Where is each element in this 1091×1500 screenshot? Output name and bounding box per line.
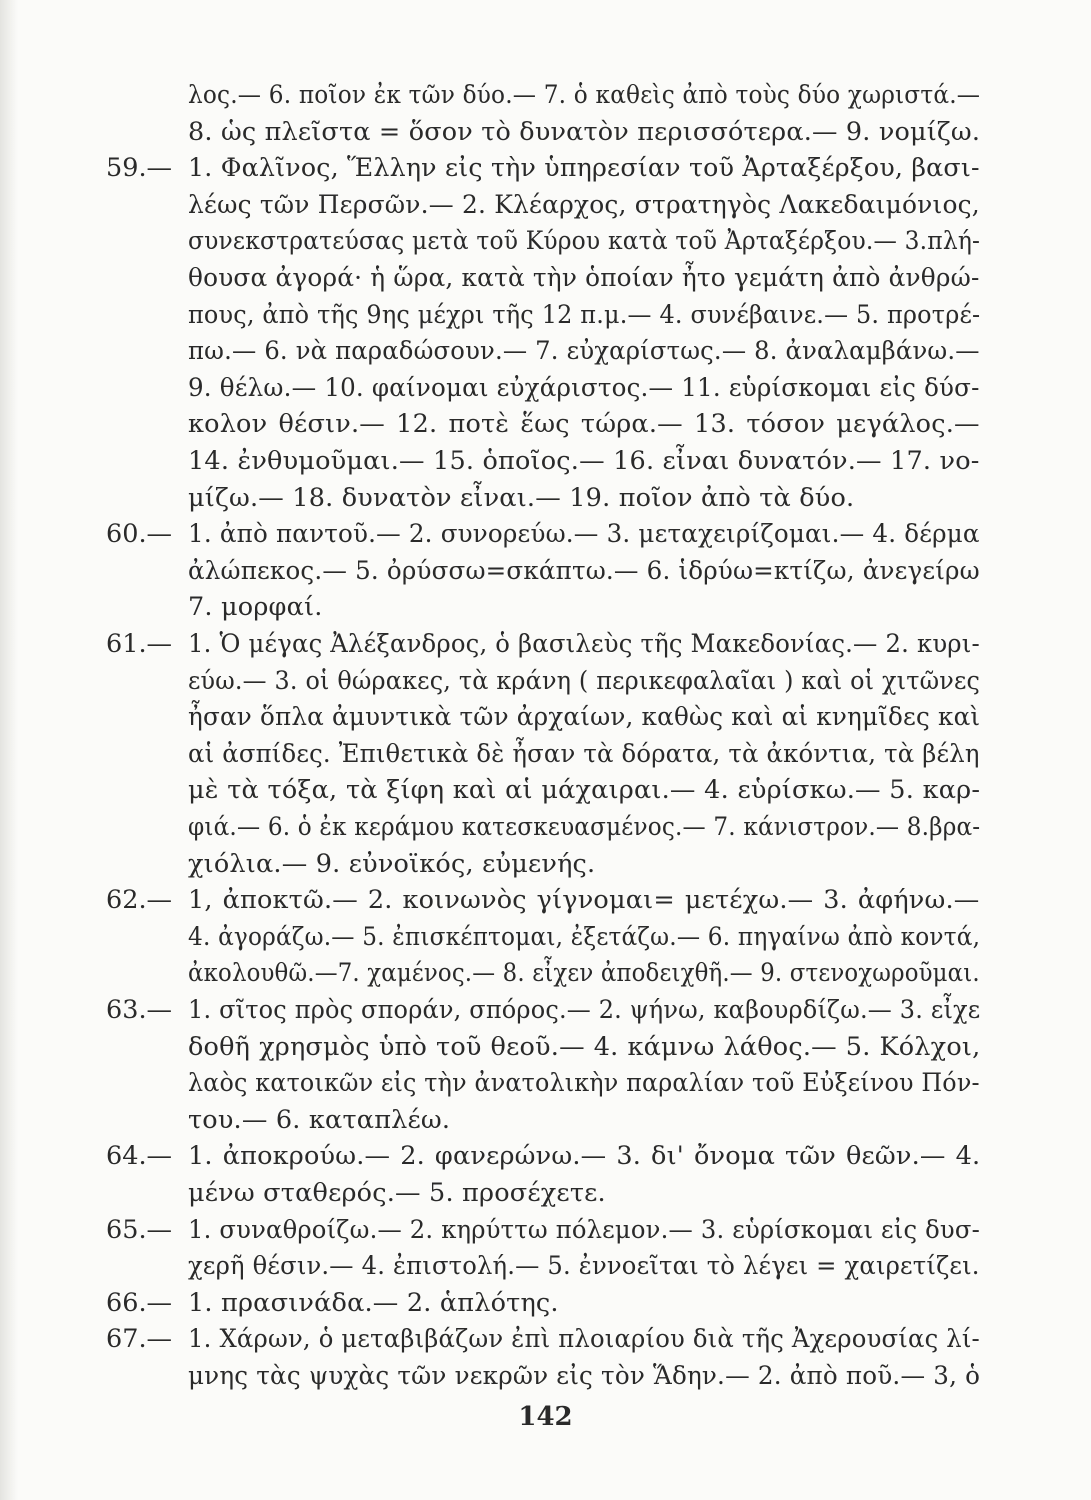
text-line: 1. σῖτος πρὸς σποράν, σπόρος.— 2. ψήνω, καβουρδίζω.— 3. εἶχε xyxy=(188,995,981,1025)
text-line: ἀκολουθῶ.—7. χαμένος.— 8. εἶχεν ἀποδειχθῆ.— 9. στενοχωροῦμαι. xyxy=(188,958,980,989)
text-line: ἀλώπεκος.— 5. ὀρύσσω=σκάπτω.— 6. ἱδρύω=κτίζω, ἀνεγείρω xyxy=(188,555,980,586)
text-line: 1, ἀποκτῶ.— 2. κοινωνὸς γίγνομαι= μετέχω.— 3. ἀφήνω.— xyxy=(188,885,980,916)
text-line: 8. ὡς πλεῖστα = ὅσον τὸ δυνατὸν περισσότερα.— 9. νομίζω. xyxy=(188,116,981,147)
text-line: δοθῆ χρησμὸς ὑπὸ τοῦ θεοῦ.— 4. κάμνω λάθος.— 5. Κόλχοι, xyxy=(188,1031,981,1062)
entry-number: 60.— xyxy=(106,519,173,550)
text-line: λαὸς κατοικῶν εἰς τὴν ἀνατολικὴν παραλίαν τοῦ Εὐξείνου Πόν- xyxy=(188,1068,980,1099)
text-line: 1. πρασινάδα.— 2. ἁπλότης. xyxy=(188,1287,559,1318)
page-number: 142 xyxy=(518,1402,573,1432)
entry-number: 67.— xyxy=(106,1324,173,1355)
text-line: μνης τὰς ψυχὰς τῶν νεκρῶν εἰς τὸν Ἅδην.— 2. ἀπὸ ποῦ.— 3, ὁ xyxy=(188,1361,981,1391)
text-line: 4. ἀγοράζω.— 5. ἐπισκέπτομαι, ἐξετάζω.— 6. πηγαίνω ἀπὸ κοντά, xyxy=(188,921,981,952)
text-line: 1. Ὁ μέγας Ἀλέξανδρος, ὁ βασιλεὺς τῆς Μακεδονίας.— 2. κυρι- xyxy=(188,629,980,659)
text-line: του.— 6. καταπλέω. xyxy=(188,1104,451,1135)
text-line: 1. Φαλῖνος, Ἕλλην εἰς τὴν ὑπηρεσίαν τοῦ Ἀρταξέρξου, βασι- xyxy=(188,153,980,184)
text-line: εύω.— 3. οἱ θώρακες, τὰ κράνη ( περικεφαλαῖαι ) καὶ οἱ χιτῶνες xyxy=(188,665,981,696)
entry-number: 62.— xyxy=(106,885,173,916)
entry-number: 64.— xyxy=(106,1141,173,1172)
text-line: χερῆ θέσιν.— 4. ἐπιστολή.— 5. ἐννοεῖται τὸ λέγει = χαιρετίζει. xyxy=(188,1251,980,1282)
text-line: πους, ἀπὸ τῆς 9ης μέχρι τῆς 12 π.μ.— 4. συνέβαινε.— 5. προτρέ- xyxy=(188,299,981,330)
text-line: μένω σταθερός.— 5. προσέχετε. xyxy=(188,1178,606,1208)
text-line: μίζω.— 18. δυνατὸν εἶναι.— 19. ποῖον ἀπὸ τὰ δύο. xyxy=(188,482,855,513)
entry-number: 61.— xyxy=(106,629,173,659)
text-line: πω.— 6. νὰ παραδώσουν.— 7. εὐχαρίστως.— 8. ἀναλαμβάνω.— xyxy=(188,336,980,367)
text-line: λος.— 6. ποῖον ἐκ τῶν δύο.— 7. ὁ καθεὶς ἀπὸ τοὺς δύο χωριστά.— xyxy=(188,80,981,110)
text-line: φιά.— 6. ὁ ἐκ κεράμου κατεσκευασμένος.— 7. κάνιστρον.— 8.βρα- xyxy=(188,812,981,842)
text-line: θουσα ἀγορά· ἡ ὥρα, κατὰ τὴν ὁποίαν ἦτο γεμάτη ἀπὸ ἀνθρώ- xyxy=(188,263,980,293)
text-line: 1. ἀπὸ παντοῦ.— 2. συνορεύω.— 3. μεταχειρίζομαι.— 4. δέρμα xyxy=(188,519,980,550)
text-line: ἦσαν ὅπλα ἀμυντικὰ τῶν ἀρχαίων, καθὼς καὶ αἱ κνημῖδες καὶ xyxy=(188,702,981,733)
text-line: 1. Χάρων, ὁ μεταβιβάζων ἐπὶ πλοιαρίου διὰ τῆς Ἀχερουσίας λί- xyxy=(188,1324,980,1355)
text-line: 1. ἀποκρούω.— 2. φανερώνω.— 3. δι' ὄνομα τῶν θεῶν.— 4. xyxy=(188,1141,981,1172)
text-line: μὲ τὰ τόξα, τὰ ξίφη καὶ αἱ μάχαιραι.— 4. εὑρίσκω.— 5. καρ- xyxy=(188,775,981,806)
text-line: 9. θέλω.— 10. φαίνομαι εὐχάριστος.— 11. εὑρίσκομαι εἰς δύσ- xyxy=(188,372,980,403)
entry-number: 65.— xyxy=(106,1214,173,1245)
text-line: κολον θέσιν.— 12. ποτὲ ἕως τώρα.— 13. τόσον μεγάλος.— xyxy=(188,409,980,440)
entry-number: 59.— xyxy=(106,153,173,184)
gutter-shadow xyxy=(0,0,18,1500)
text-line: συνεκστρατεύσας μετὰ τοῦ Κύρου κατὰ τοῦ Ἀρταξέρξου.— 3.πλή- xyxy=(188,226,981,257)
text-line: 14. ἐνθυμοῦμαι.— 15. ὁποῖος.— 16. εἶναι δυνατόν.— 17. νο- xyxy=(188,446,980,476)
entry-number: 66.— xyxy=(106,1287,173,1318)
text-line: 7. μορφαί. xyxy=(188,592,323,623)
text-line: 1. συναθροίζω.— 2. κηρύττω πόλεμον.— 3. εὑρίσκομαι εἰς δυσ- xyxy=(188,1214,980,1245)
text-line: λέως τῶν Περσῶν.— 2. Κλέαρχος, στρατηγὸς Λακεδαιμόνιος, xyxy=(188,189,980,220)
entry-number: 63.— xyxy=(106,995,173,1025)
text-line: αἱ ἀσπίδες. Ἐπιθετικὰ δὲ ἦσαν τὰ δόρατα, τὰ ἀκόντια, τὰ βέλη xyxy=(188,738,980,769)
text-line: χιόλια.— 9. εὐνοϊκός, εὐμενής. xyxy=(188,848,596,879)
